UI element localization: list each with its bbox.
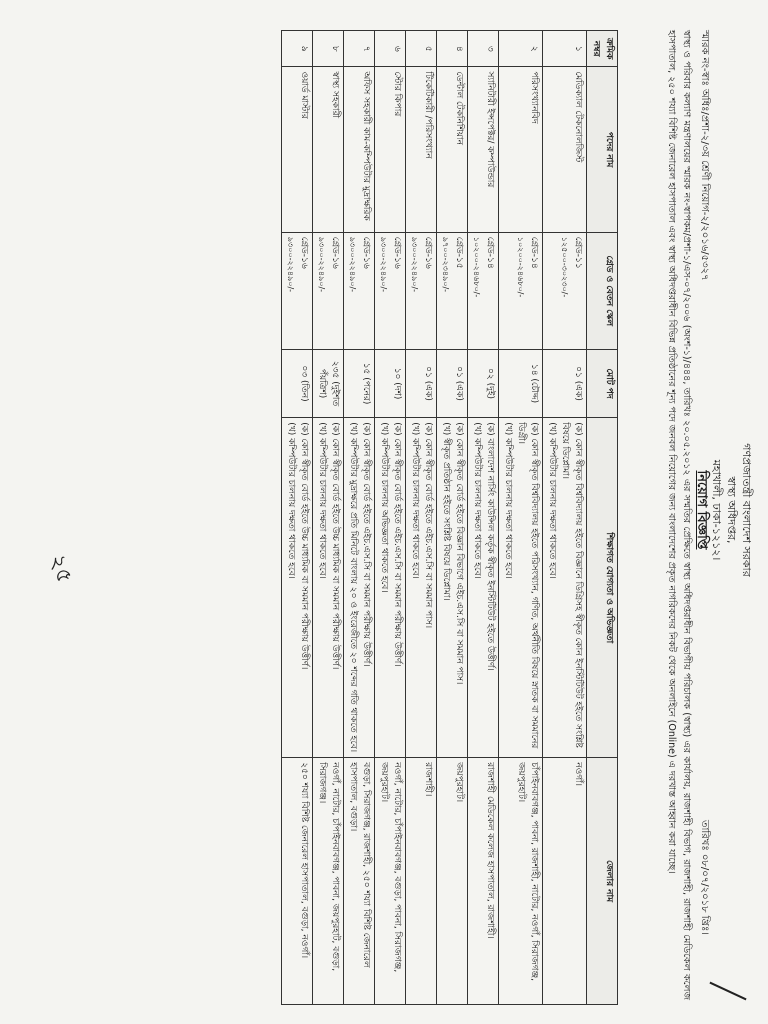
cell-count: ০২ (দুই) — [468, 349, 499, 417]
qualification-line: (ক) কোন স্বীকৃত বোর্ড হইতে উচ্চ মাধ্যমিক বা সমমান পরীক্ষায় উত্তীর্ণ। — [299, 422, 309, 670]
col-header-count: মোট পদ — [587, 349, 618, 417]
table-row — [468, 31, 499, 1005]
table-body — [282, 31, 587, 1005]
vacancy-table — [281, 30, 618, 1005]
pay-scale: ৯৩০০-২২৪৯০/- — [317, 236, 326, 293]
grade-label: গ্রেড-১৬ — [299, 236, 309, 269]
qualification-line: (খ) কম্পিউটার চালনায় দক্ষতা থাকতে হবে। — [547, 422, 557, 579]
pay-scale: ৯৩০০-২২৪৯০/- — [379, 236, 388, 293]
cell-sl: ৫ — [406, 31, 437, 67]
signature-mark: ২৫ — [43, 551, 78, 587]
cell-office: নওগাঁ, নাটোর, চাঁপাইনবাবগঞ্জ, বগুড়া, পাবনা, সিরাজগঞ্জ, জয়পুরহাট। — [375, 758, 406, 1005]
qualification-line: (খ) কম্পিউটার চালনায় দক্ষতা থাকতে হবে। — [286, 422, 296, 579]
cell-office: নওগাঁ, নাটোর, চাঁপাইনবাবগঞ্জ, পাবনা, জয়পুরহাট, বগুড়া, সিরাজগঞ্জ। — [313, 758, 344, 1005]
cell-grade — [344, 232, 375, 349]
table-row — [282, 31, 313, 1005]
cell-count: ০১ (এক) — [543, 349, 587, 417]
cell-grade — [543, 232, 587, 349]
cell-qualification — [282, 418, 313, 758]
cell-sl: ৭ — [344, 31, 375, 67]
table-row — [344, 31, 375, 1005]
memo-date: তারিখঃ ০৮/০৭/২০১৮ খ্রিঃ। — [699, 820, 710, 935]
cell-grade — [375, 232, 406, 349]
table-row — [375, 31, 406, 1005]
cell-qualification — [437, 418, 468, 758]
cell-post: মেডিক্যাল টেকনোলজিস্ট — [543, 67, 587, 232]
qualification-line: (ক) কোন স্বীকৃত বোর্ড হইতে এইচ.এস.সি বা সমমান পাস। — [423, 422, 433, 629]
table-row — [313, 31, 344, 1005]
cell-post: স্টোর কিপার — [375, 67, 406, 232]
cell-office: চাঁপাইনবাবগঞ্জ, পাবনা, রাজশাহী, নাটোর, নওগাঁ, সিরাজগঞ্জ, জয়পুরহাট। — [499, 758, 543, 1005]
cell-sl: ৮ — [313, 31, 344, 67]
qualification-line: (ক) কোন স্বীকৃত বোর্ড হইতে উচ্চ মাধ্যমিক বা সমমান পরীক্ষায় উত্তীর্ণ। — [330, 422, 340, 670]
grade-label: গ্রেড-১৬ — [392, 236, 402, 269]
table-row — [437, 31, 468, 1005]
grade-label: গ্রেড-১৫ — [454, 236, 464, 269]
cell-qualification — [375, 418, 406, 758]
cell-office: ২৫০ শয্যা বিশিষ্ট জেনারেল হাসপাতাল, বগুড়া, নওগাঁ। — [282, 758, 313, 1005]
qualification-line: (খ) স্বীকৃত প্রতিষ্ঠান হইতে সংশ্লিষ্ট বিষয়ে ডিপ্লোমা। — [441, 422, 451, 601]
document-title: নিয়োগ বিজ্ঞপ্তি — [694, 470, 709, 550]
qualification-line: (ক) কোন স্বীকৃত বিশ্ববিদ্যালয় হইতে পরিসংখ্যান, গণিত, অর্থনীতি বিষয়ে স্নাতক বা সমমানের ডিগ্রী। — [516, 422, 539, 749]
cell-sl: ১ — [543, 31, 587, 67]
grade-label: গ্রেড-১৬ — [423, 236, 433, 269]
pay-scale: ১০২০০-২৪৬৮০/- — [472, 236, 481, 298]
cell-office: জয়পুরহাট। — [437, 758, 468, 1005]
cell-post: পরিসংখ্যানবিদ — [499, 67, 543, 232]
table-row — [499, 31, 543, 1005]
cell-qualification — [313, 418, 344, 758]
qualification-line: (খ) কম্পিউটার চালনায় দক্ষতা থাকতে হবে। — [317, 422, 327, 579]
qualification-line: (ক) কোন স্বীকৃত বিশ্ববিদ্যালয় হইতে বিজ্ঞানে ডিগ্রিসহ স্বীকৃত কোন ইনস্টিটিউট হইতে সংশ্লিষ্ট বিষয়ে ডিপ্লোমা। — [560, 422, 583, 748]
cell-count: ২৩৫ (দুইশত পঁয়ত্রিশ) — [313, 349, 344, 417]
qualification-line: (ক) কোন স্বীকৃত বোর্ড হইতে এইচ.এস.সি বা সমমান পরীক্ষায় উত্তীর্ণ। — [392, 422, 402, 667]
cell-qualification — [543, 418, 587, 758]
cell-grade — [437, 232, 468, 349]
qualification-line: (ক) কোন স্বীকৃত বোর্ড হইতে এইচ.এস.সি বা সমমান পরীক্ষায় উত্তীর্ণ। — [361, 422, 371, 667]
col-header-post: পদের নাম — [587, 67, 618, 232]
cell-post: স্যানিটারী ইন্সপেক্টর/ কম্পাউন্ডার — [468, 67, 499, 232]
qualification-line: (ক) বাংলাদেশ নার্সিং কাউন্সিল কর্তৃক স্বীকৃত ইনস্টিটিউট হইতে উত্তীর্ণ। — [485, 422, 495, 671]
cell-post: ওয়ার্ড মাস্টার — [282, 67, 313, 232]
header-line-1: গণপ্রজাতন্ত্রী বাংলাদেশ সরকার — [740, 443, 753, 577]
qualification-line: (খ) কম্পিউটার মুদ্রাক্ষরে প্রতি মিনিটে বাংলায় ২০ ও ইংরেজীতে ২০ শব্দের গতি থাকতে হবে। — [348, 422, 358, 753]
cell-qualification — [344, 418, 375, 758]
cell-grade — [282, 232, 313, 349]
cell-sl: ৩ — [468, 31, 499, 67]
qualification-line: (খ) কম্পিউটার চালনায় অভিজ্ঞতা থাকতে হবে। — [379, 422, 389, 593]
cell-qualification — [499, 418, 543, 758]
cell-count: ১৪ (চৌদ্দ) — [499, 349, 543, 417]
col-header-office: জেলার নাম — [587, 758, 618, 1005]
memo-number: স্মারক নং-স্বাঃ অধিঃ/প্রশা-২/৩য় শ্রেণী নিয়োগ-২/২০১৬/৫৩২৭ — [699, 30, 710, 281]
grade-label: গ্রেড-১১ — [573, 236, 583, 269]
pay-scale: ৯৩০০-২২৪৯০/- — [348, 236, 357, 293]
pay-scale: ৯৩০০-২২৪৯০/- — [286, 236, 295, 293]
cell-sl: ২ — [499, 31, 543, 67]
pay-scale: ৯৩০০-২২৪৯০/- — [410, 236, 419, 293]
grade-label: গ্রেড-১৪ — [529, 236, 539, 269]
cell-office: রাজশাহী। — [406, 758, 437, 1005]
cell-office: নওগাঁ। — [543, 758, 587, 1005]
cell-post: স্বাস্থ্য সহকারী — [313, 67, 344, 232]
pay-scale: ৯৭০০-২৩৪৯০/- — [441, 236, 450, 293]
cell-qualification — [406, 418, 437, 758]
cell-post: অফিস সহকারী কাম-কম্পিউটার মুদ্রাক্ষরিক — [344, 67, 375, 232]
qualification-line: (খ) কম্পিউটার চালনায় দক্ষতা থাকতে হবে। — [503, 422, 513, 579]
cell-count: ০১ (এক) — [437, 349, 468, 417]
cell-qualification — [468, 418, 499, 758]
grade-label: গ্রেড-১৬ — [330, 236, 340, 269]
header-line-2: স্বাস্থ্য অধিদপ্তর, — [725, 476, 738, 544]
table-row — [406, 31, 437, 1005]
cell-office: বগুড়া, সিরাজগঞ্জ, রাজশাহী, ২৫০ শয্যা বিশিষ্ট জেনারেল হাসপাতাল, বগুড়া। — [344, 758, 375, 1005]
cell-sl: ৪ — [437, 31, 468, 67]
cell-count: ১০ (দশ) — [375, 349, 406, 417]
grade-label: গ্রেড-১৪ — [485, 236, 495, 269]
col-header-sl: ক্রমিক নম্বর — [587, 31, 618, 67]
col-header-qualification: শিক্ষাগত যোগ্যতা ও অভিজ্ঞতা — [587, 418, 618, 758]
grade-label: গ্রেড-১৬ — [361, 236, 371, 269]
cell-grade — [313, 232, 344, 349]
qualification-line: (খ) কম্পিউটার চালনায় দক্ষতা থাকতে হবে। — [410, 422, 420, 579]
cell-count: ০১ (এক) — [406, 349, 437, 417]
cell-count: ০৩ (তিন) — [282, 349, 313, 417]
col-header-grade: গ্রেড ও বেতন স্কেল — [587, 232, 618, 349]
cell-count: ১৫ (পনের) — [344, 349, 375, 417]
cell-grade — [468, 232, 499, 349]
pay-scale: ১০২০০-২৪৬৮০/- — [516, 236, 525, 298]
cell-sl: ৯ — [282, 31, 313, 67]
header-line-3: মহাখালী, ঢাকা-১২১২। — [710, 459, 723, 561]
intro-paragraph: স্বাস্থ্য ও পরিবার কল্যাণ মন্ত্রণালয়ের স্মারক নং-স্বাপকম/প্রশা-১/এস-০৭/২০০৬ (অংশ-১)/৪৪৪, তারিখঃ ২০.০৫.২০১২ এর সম্মতির প্রেক্ষিতে স্বাস্থ্য অধিদপ্তরাধীন বিভাগীয় পরিচালক (স্বাস্থ্য) এর কার্যালয়, রাজশাহী বিভাগ, রাজশাহী, রাজশাহী মেডিকেল কলেজ হাসপাতাল, ২৫০ শয্যা বিশিষ্ট জেনারেল হাসপাতাল এবং স্বাস্থ্য অধিদপ্তরাধীন বিভিন্ন প্রতিষ্ঠানের শূন্য পদে জনবল নিয়োগের জন্য বাংলাদেশের প্রকৃত নাগরিকদের নিকট থেকে অনলাইনে (Online) এ দরখাস্ত আহ্বান করা যাচ্ছে। — [666, 30, 692, 1000]
qualification-line: (ক) কোন স্বীকৃত বোর্ড হইতে বিজ্ঞান বিভাগে এইচ.এস.সি বা সমমান পাস। — [454, 422, 464, 685]
cell-office: রাজশাহী মেডিকেল কলেজ হাসপাতাল, রাজশাহী। — [468, 758, 499, 1005]
cell-post: টিকেটিকারী /পরিসংখ্যান — [406, 67, 437, 232]
table-header-row — [587, 31, 618, 1005]
cell-sl: ৬ — [375, 31, 406, 67]
pay-scale: ১২৫০০-৩০২৩০/- — [560, 236, 569, 298]
document-header — [694, 380, 754, 640]
qualification-line: (খ) কম্পিউটার চালনায় দক্ষতা থাকতে হবে। — [472, 422, 482, 579]
pen-mark — [709, 982, 746, 1001]
cell-grade — [406, 232, 437, 349]
table-row — [543, 31, 587, 1005]
cell-grade — [499, 232, 543, 349]
cell-post: ডেন্টাল টেকনিশিয়ান — [437, 67, 468, 232]
